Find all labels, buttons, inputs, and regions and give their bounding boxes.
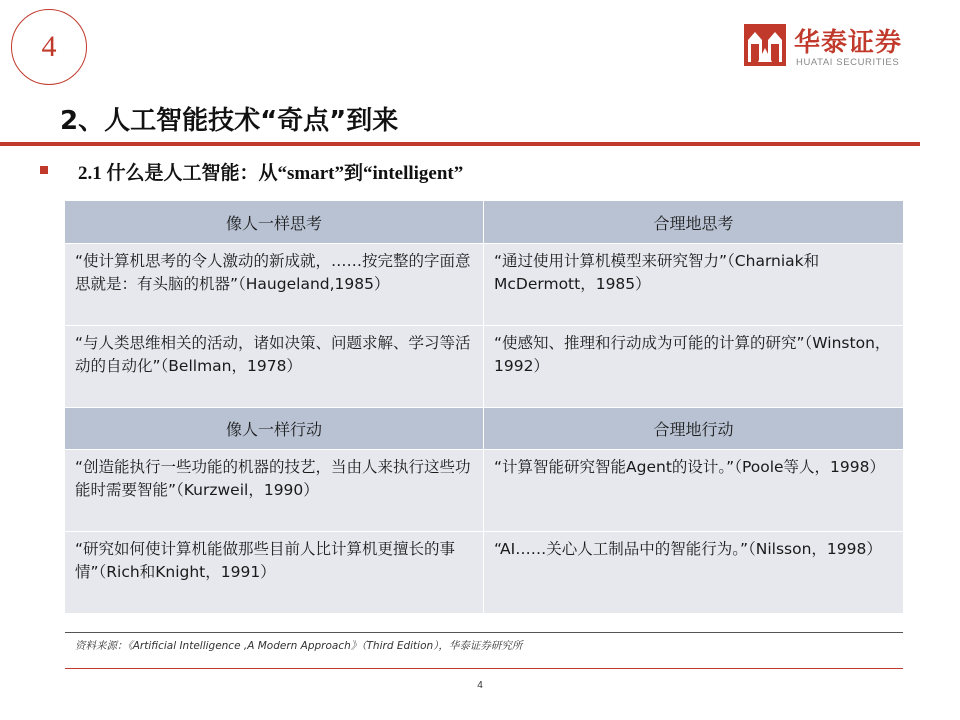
header-act-rationally: 合理地行动 — [653, 420, 734, 439]
header-think-rationally: 合理地思考 — [653, 213, 734, 233]
table-cell: “使感知、推理和行动成为可能的计算的研究”（Winston，1992） — [494, 334, 891, 375]
table-cell: “计算智能研究智能Agent的设计。”（Poole等人，1998） — [494, 458, 885, 476]
header-think-humanly: 像人一样思考 — [65, 201, 484, 243]
heading-underline — [0, 142, 920, 146]
logo-name-en: HUATAI SECURITIES — [796, 57, 900, 68]
section-heading: 2、人工智能技术“奇点”到来 — [60, 106, 399, 136]
footer-divider — [65, 668, 903, 669]
source-divider — [65, 632, 903, 633]
page-number-badge: 4 — [11, 9, 87, 85]
table-cell: “使计算机思考的令人激动的新成就，……按完整的字面意思就是：有头脑的机器”（Haugeland,1985） — [65, 244, 484, 325]
table-row — [65, 449, 903, 531]
logo-name-cn: 华泰证券 — [794, 28, 903, 58]
bullet-square-icon — [40, 166, 48, 174]
huatai-logo-icon — [744, 24, 786, 66]
table-row — [65, 243, 903, 325]
source-note: 资料来源：《Artificial Intelligence ,A Modern Approach》（Third Edition），华泰证券研究所 — [75, 640, 523, 652]
table-header-row — [65, 407, 903, 449]
table-row — [65, 531, 903, 613]
table-header-row — [65, 201, 903, 243]
huatai-logo — [744, 22, 924, 70]
table-cell: “研究如何使计算机能做那些目前人比计算机更擅长的事情”（Rich和Knight，1991） — [65, 532, 484, 613]
header-act-humanly: 像人一样行动 — [65, 408, 484, 449]
subsection-heading: 2.1 什么是人工智能：从“smart”到“intelligent” — [78, 163, 464, 184]
page-number: 4 — [477, 680, 483, 691]
table-row — [65, 325, 903, 407]
table-cell: “通过使用计算机模型来研究智力”（Charniak和McDermott，1985） — [494, 252, 820, 293]
table-cell: “AI……关心人工制品中的智能行为。”（Nilsson，1998） — [494, 540, 882, 558]
table-cell: “创造能执行一些功能的机器的技艺，当由人来执行这些功能时需要智能”（Kurzweil，1990） — [65, 450, 484, 531]
table-cell: “与人类思维相关的活动，诸如决策、问题求解、学习等活动的自动化”（Bellman，1978） — [65, 326, 484, 407]
ai-definitions-table — [65, 201, 903, 613]
